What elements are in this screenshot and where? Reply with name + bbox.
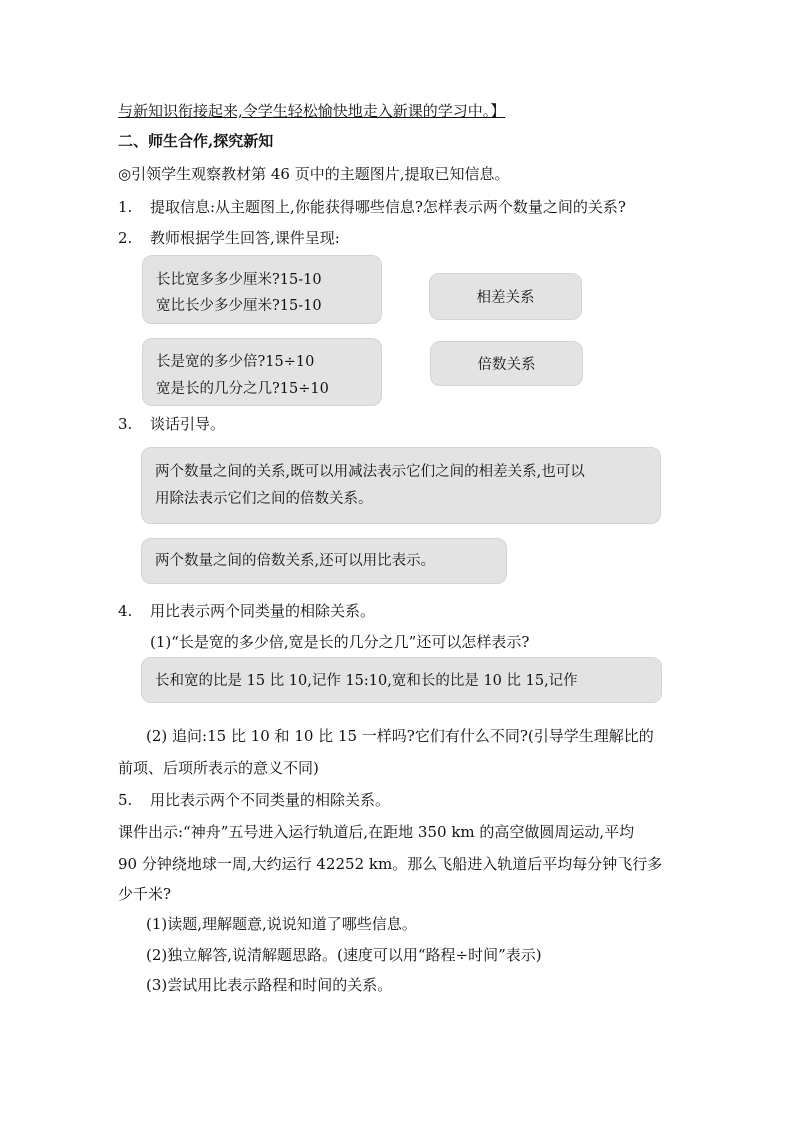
section-heading: 二、师生合作,探究新知	[118, 132, 274, 150]
item-4-number: 4.	[118, 602, 133, 620]
difference-question-1: 长比宽多多少厘米?15-10	[156, 272, 322, 288]
ratio-box	[142, 658, 661, 702]
difference-question-box	[143, 256, 381, 323]
item-4-text: 用比表示两个同类量的相除关系。	[150, 602, 376, 620]
step-1: (1)读题,理解题意,说说知道了哪些信息。	[146, 915, 417, 933]
item-4-question-2-line-2: 前项、后项所表示的意义不同)	[118, 759, 319, 777]
multiple-question-box	[143, 339, 381, 405]
talk-box-2-text: 两个数量之间的倍数关系,还可以用比表示。	[155, 553, 436, 569]
item-4-question-2-line-1: (2) 追问:15 比 10 和 10 比 15 一样吗?它们有什么不同?(引导学生理解比的	[146, 727, 654, 745]
talk-box-1-line-1: 两个数量之间的关系,既可以用减法表示它们之间的相差关系,也可以	[155, 464, 585, 480]
item-1-text: 提取信息:从主题图上,你能获得哪些信息?怎样表示两个数量之间的关系?	[150, 198, 626, 216]
step-3: (3)尝试用比表示路程和时间的关系。	[146, 976, 393, 994]
problem-line-1: 课件出示:“神舟”五号进入运行轨道后,在距地 350 km 的高空做圆周运动,平均	[118, 823, 635, 841]
difference-relation-label: 相差关系	[476, 290, 535, 306]
problem-line-2: 90 分钟绕地球一周,大约运行 42252 km。那么飞船进入轨道后平均每分钟飞行多	[118, 855, 663, 873]
difference-question-2: 宽比长少多少厘米?15-10	[156, 298, 322, 314]
talk-box-1-line-2: 用除法表示它们之间的倍数关系。	[155, 491, 373, 507]
item-5-number: 5.	[118, 791, 133, 809]
ratio-text: 长和宽的比是 15 比 10,记作 15:10,宽和长的比是 10 比 15,记作	[155, 673, 578, 689]
intro-line: 与新知识衔接起来,令学生轻松愉快地走入新课的学习中。】	[118, 102, 506, 120]
item-1-number: 1.	[118, 198, 133, 216]
item-4-question-1: (1)“长是宽的多少倍,宽是长的几分之几”还可以怎样表示?	[150, 633, 530, 651]
item-3-text: 谈话引导。	[150, 415, 226, 433]
step-2: (2)独立解答,说清解题思路。(速度可以用“路程÷时间”表示)	[146, 946, 542, 964]
multiple-question-2: 宽是长的几分之几?15÷10	[156, 381, 329, 397]
guide-line: ◎引领学生观察教材第 46 页中的主题图片,提取已知信息。	[118, 165, 510, 183]
talk-box-2	[142, 539, 506, 583]
item-2-number: 2.	[118, 229, 133, 247]
item-5-text: 用比表示两个不同类量的相除关系。	[150, 791, 391, 809]
difference-relation-box	[430, 274, 581, 319]
multiple-relation-label: 倍数关系	[477, 357, 536, 373]
item-2-text: 教师根据学生回答,课件呈现:	[150, 229, 340, 247]
talk-box-1	[142, 448, 660, 523]
multiple-question-1: 长是宽的多少倍?15÷10	[156, 354, 315, 370]
multiple-relation-box	[431, 342, 582, 385]
problem-line-3: 少千米?	[118, 885, 172, 903]
item-3-number: 3.	[118, 415, 133, 433]
